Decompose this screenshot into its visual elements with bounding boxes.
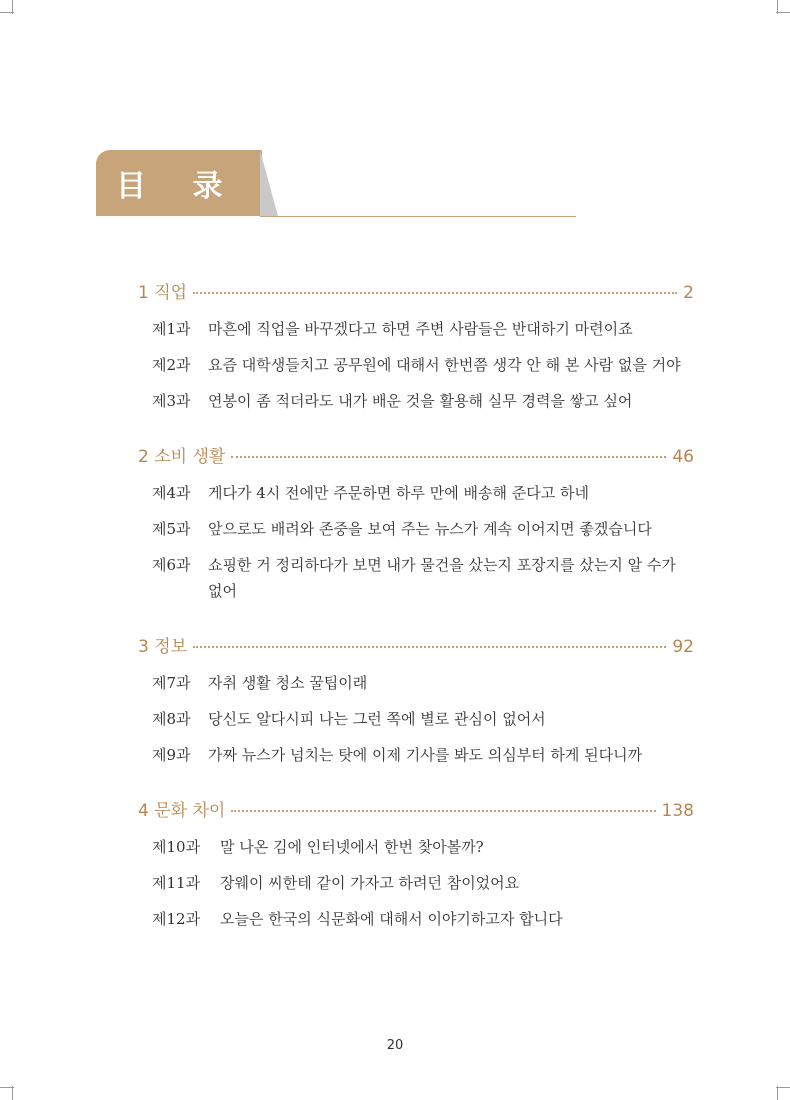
crop-mark	[777, 0, 778, 14]
lesson-item[interactable]	[152, 316, 694, 342]
dot-leader	[231, 456, 666, 458]
toc-section	[138, 442, 694, 604]
section-heading[interactable]	[138, 796, 694, 824]
section-title: 3 정보	[138, 637, 188, 657]
section-page-number: 92	[672, 637, 694, 657]
lesson-title: 쇼핑한 거 정리하다가 보면 내가 물건을 샀는지 포장지를 샀는지 알 수가 없어	[208, 556, 676, 600]
crop-mark	[12, 0, 13, 14]
section-page-number: 2	[683, 283, 694, 303]
dot-leader	[193, 646, 666, 648]
header-rule	[260, 216, 576, 217]
lesson-title: 오늘은 한국의 식문화에 대해서 이야기하고자 합니다	[220, 910, 563, 928]
section-title: 4 문화 차이	[138, 801, 226, 821]
lesson-title: 자취 생활 청소 꿀팁이래	[208, 674, 368, 692]
lesson-number: 제1과	[152, 320, 191, 338]
lesson-item[interactable]	[152, 480, 694, 506]
lesson-item[interactable]	[152, 906, 694, 932]
dot-leader	[231, 810, 655, 812]
lesson-number: 제12과	[152, 910, 201, 928]
section-heading[interactable]	[138, 442, 694, 470]
toc-section	[138, 278, 694, 414]
page-number: 20	[386, 1038, 404, 1053]
lesson-item[interactable]	[152, 352, 694, 378]
section-title: 2 소비 생활	[138, 447, 226, 467]
lesson-number: 제6과	[152, 556, 191, 574]
lesson-item[interactable]	[152, 388, 694, 414]
lesson-title: 가짜 뉴스가 넘치는 탓에 이제 기사를 봐도 의심부터 하게 된다니까	[208, 746, 643, 764]
tab-shadow-icon	[260, 150, 280, 216]
lesson-number: 제5과	[152, 520, 191, 538]
lesson-title: 마흔에 직업을 바꾸겠다고 하면 주변 사람들은 반대하기 마련이죠	[208, 320, 633, 338]
section-page-number: 138	[661, 801, 694, 821]
toc-section	[138, 632, 694, 768]
dot-leader	[193, 292, 677, 294]
lesson-title: 앞으로도 배려와 존중을 보여 주는 뉴스가 계속 이어지면 좋겠습니다	[208, 520, 652, 538]
lesson-title: 요즘 대학생들치고 공무원에 대해서 한번쯤 생각 안 해 본 사람 없을 거야	[208, 356, 681, 374]
toc-title-tab	[96, 150, 262, 216]
lesson-number: 제8과	[152, 710, 191, 728]
lesson-title: 장웨이 씨한테 같이 가자고 하려던 참이었어요	[220, 874, 520, 892]
lesson-title: 말 나온 김에 인터넷에서 한번 찾아볼까?	[220, 838, 484, 856]
toc-section	[138, 796, 694, 932]
lesson-title: 게다가 4시 전에만 주문하면 하루 만에 배송해 준다고 하네	[208, 484, 589, 502]
lesson-number: 제7과	[152, 674, 191, 692]
lesson-number: 제3과	[152, 392, 191, 410]
lesson-title: 당신도 알다시피 나는 그런 쪽에 별로 관심이 없어서	[208, 710, 546, 728]
lesson-item[interactable]	[152, 834, 694, 860]
section-page-number: 46	[672, 447, 694, 467]
lesson-item[interactable]	[152, 516, 694, 542]
crop-mark	[12, 1086, 13, 1100]
lesson-item[interactable]	[152, 706, 694, 732]
crop-mark	[776, 1087, 790, 1088]
lesson-item[interactable]	[152, 552, 694, 604]
table-of-contents	[138, 278, 694, 960]
lesson-title: 연봉이 좀 적더라도 내가 배운 것을 활용해 실무 경력을 쌓고 싶어	[208, 392, 633, 410]
lesson-number: 제2과	[152, 356, 191, 374]
lesson-item[interactable]	[152, 742, 694, 768]
section-heading[interactable]	[138, 278, 694, 306]
crop-mark	[777, 1086, 778, 1100]
lesson-number: 제4과	[152, 484, 191, 502]
section-heading[interactable]	[138, 632, 694, 660]
lesson-item[interactable]	[152, 870, 694, 896]
toc-header	[96, 150, 576, 220]
lesson-item[interactable]	[152, 670, 694, 696]
lesson-number: 제10과	[152, 838, 201, 856]
page-title: 目 录	[116, 169, 241, 204]
lesson-number: 제11과	[152, 874, 201, 892]
crop-mark	[776, 12, 790, 13]
lesson-number: 제9과	[152, 746, 191, 764]
section-title: 1 직업	[138, 283, 188, 303]
